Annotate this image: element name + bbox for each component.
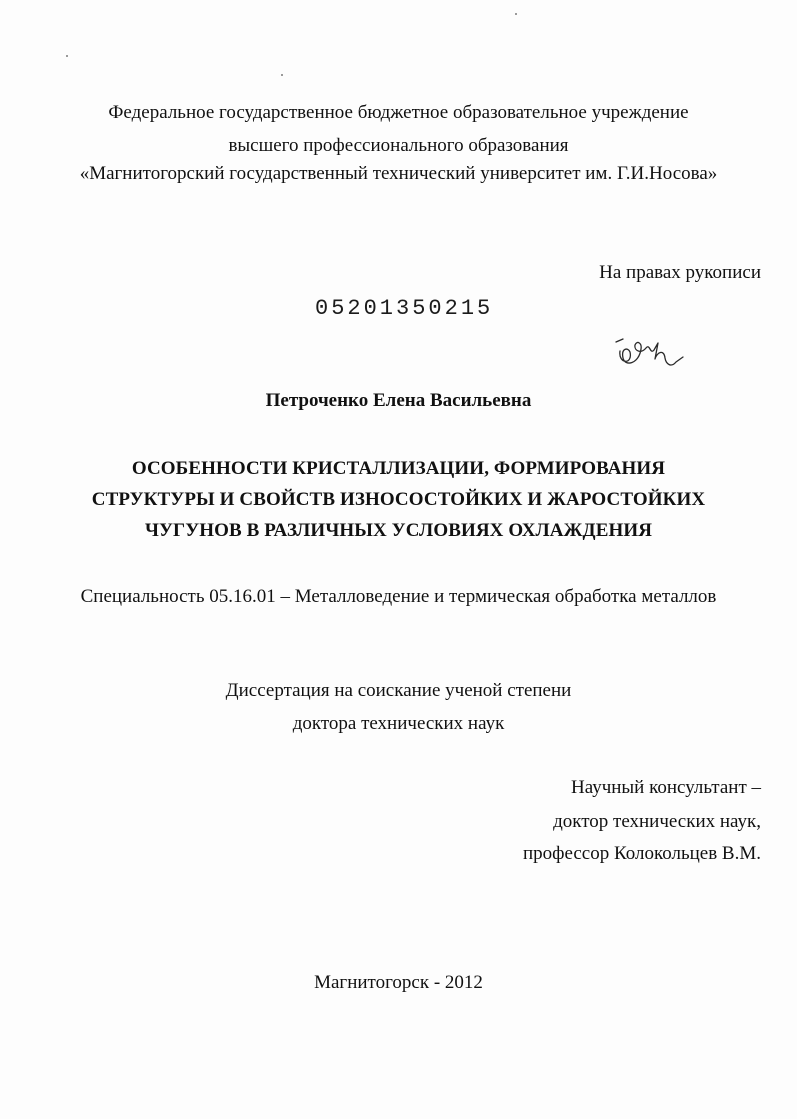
dissertation-line-1: Диссертация на соискание ученой степени — [225, 680, 572, 701]
handwritten-signature — [608, 331, 688, 377]
institution-line-2: высшего профессионального образования — [228, 135, 569, 156]
specialty: Специальность 05.16.01 – Металловедение и термическая обработка металлов — [80, 586, 717, 607]
institution-line-1: Федеральное государственное бюджетное образовательное учреждение — [108, 102, 689, 123]
consultant-line-3: профессор Колокольцев В.М. — [522, 843, 761, 864]
author-name: Петроченко Елена Васильевна — [265, 390, 532, 411]
dissertation-line-2: доктора технических наук — [292, 713, 505, 734]
title-line-3: ЧУГУНОВ В РАЗЛИЧНЫХ УСЛОВИЯХ ОХЛАЖДЕНИЯ — [144, 520, 653, 541]
city-year: Магнитогорск - 2012 — [314, 972, 483, 993]
consultant-line-2: доктор технических наук, — [553, 811, 761, 832]
archive-number: 05201350215 — [315, 296, 494, 321]
scan-speck — [515, 13, 517, 15]
institution-line-3: «Магнитогорский государственный технический университет им. Г.И.Носова» — [79, 163, 718, 184]
title-line-1: ОСОБЕННОСТИ КРИСТАЛЛИЗАЦИИ, ФОРМИРОВАНИЯ — [131, 458, 666, 479]
scan-speck — [281, 74, 283, 76]
rights-note: На правах рукописи — [599, 262, 761, 283]
title-line-2: СТРУКТУРЫ И СВОЙСТВ ИЗНОСОСТОЙКИХ И ЖАРОСТОЙКИХ — [91, 489, 706, 510]
consultant-line-1: Научный консультант – — [571, 777, 761, 798]
scan-speck — [66, 55, 68, 57]
